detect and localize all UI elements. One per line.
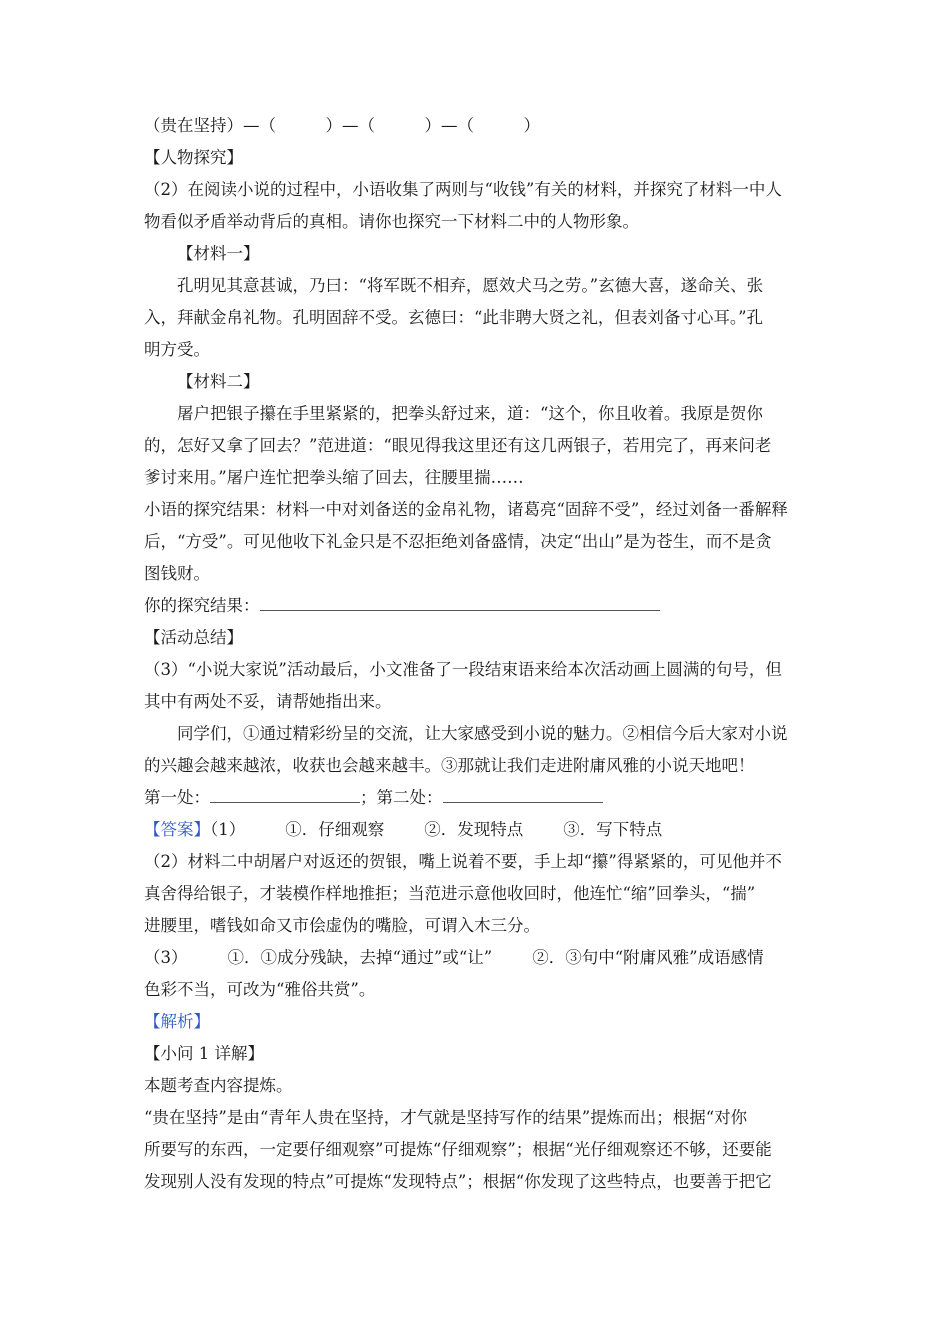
text-line: （贵在坚持）—（ ）—（ ）—（ ） (144, 116, 540, 135)
text-line: 的兴趣会越来越浓，收获也会越来越丰。③那就让我们走进附庸风雅的小说天地吧！ (144, 756, 755, 775)
text-line: 爹讨来用。”屠户连忙把拳头缩了回去，往腰里揣…… (144, 468, 524, 487)
text-line: “贵在坚持”是由“青年人贵在坚持，才气就是坚持写作的结果”提炼而出；根据“对你 (144, 1108, 748, 1127)
answer-blank-first[interactable] (210, 784, 360, 803)
text-line: 同学们，①通过精彩纷呈的交流，让大家感受到小说的魅力。②相信今后大家对小说 (177, 724, 788, 743)
text-line: 小语的探究结果：材料一中对刘备送的金帛礼物，诸葛亮“固辞不受”，经过刘备一番解释 (144, 500, 788, 519)
text-line: 屠户把银子攥在手里紧紧的，把拳头舒过来，道：“这个，你且收着。我原是贺你 (177, 404, 763, 423)
answer-item: ①．①成分残缺，去掉“通过”或“让” (227, 948, 493, 967)
material-heading: 【材料一】 (177, 244, 260, 263)
answer-item: ②．③句中“附庸风雅”成语感情 (532, 948, 764, 967)
text-line: 进腰里，嗜钱如命又市侩虚伪的嘴脸，可谓入木三分。 (144, 916, 540, 935)
answer-label-first: 第一处： (144, 788, 210, 807)
text-line: 色彩不当，可改为“雅俗共赏”。 (144, 980, 376, 999)
text-line: 明方受。 (144, 340, 210, 359)
text-line: （2）在阅读小说的过程中，小语收集了两则与“收钱”有关的材料，并探究了材料一中人 (144, 180, 782, 199)
answer-line-row (144, 782, 808, 814)
text-line: 真舍得给银子，才装模作样地推拒；当范进示意他收回时，他连忙“缩”回拳头，“揣” (144, 884, 756, 903)
material-heading: 【材料二】 (177, 372, 260, 391)
answer-line-row (144, 590, 808, 622)
answer-label: 你的探究结果： (144, 596, 260, 615)
text-line: 其中有两处不妥，请帮她指出来。 (144, 692, 392, 711)
text-line: 的，怎好又拿了回去？”范进道：“眼见得我这里还有这几两银子，若用完了，再来问老 (144, 436, 772, 455)
text-line: 图钱财。 (144, 564, 210, 583)
section-heading: 【活动总结】 (144, 628, 243, 647)
text-line: 物看似矛盾举动背后的真相。请你也探究一下材料二中的人物形象。 (144, 212, 639, 231)
answer-number: （3） (144, 948, 188, 967)
text-line: （2）材料二中胡屠户对返还的贺银，嘴上说着不要，手上却“攥”得紧紧的，可见他并不 (144, 852, 782, 871)
answer-row-3 (144, 942, 808, 974)
text-line: 孔明见其意甚诚，乃曰：“将军既不相弃，愿效犬马之劳。”玄德大喜，遂命关、张 (177, 276, 764, 295)
document-page (144, 110, 808, 1198)
section-heading: 【小问 1 详解】 (144, 1044, 264, 1063)
answer-tag: 【答案】 (144, 820, 210, 839)
answer-item: ②．发现特点 (424, 820, 524, 839)
analysis-tag: 【解析】 (144, 1012, 210, 1031)
text-line: 本题考查内容提炼。 (144, 1076, 293, 1095)
text-line: 后，“方受”。可见他收下礼金只是不忍拒绝刘备盛情，决定“出山”是为苍生，而不是贪 (144, 532, 772, 551)
answer-item: ①．仔细观察 (285, 820, 385, 839)
text-line: （3）“小说大家说”活动最后，小文准备了一段结束语来给本次活动画上圆满的句号，但 (144, 660, 782, 679)
text-line: 所要写的东西，一定要仔细观察”可提炼“仔细观察”；根据“光仔细观察还不够，还要能 (144, 1140, 772, 1159)
answer-number: （1） (210, 820, 246, 839)
answer-blank[interactable] (260, 592, 660, 611)
answer-item: ③．写下特点 (563, 820, 663, 839)
answer-row-1 (144, 814, 808, 846)
answer-label-second: ；第二处： (360, 788, 443, 807)
section-heading: 【人物探究】 (144, 148, 243, 167)
answer-blank-second[interactable] (443, 784, 603, 803)
text-line: 入，拜献金帛礼物。孔明固辞不受。玄德曰：“此非聘大贤之礼，但表刘备寸心耳。”孔 (144, 308, 764, 327)
text-line: 发现别人没有发现的特点”可提炼“发现特点”；根据“你发现了这些特点，也要善于把它 (144, 1172, 772, 1191)
